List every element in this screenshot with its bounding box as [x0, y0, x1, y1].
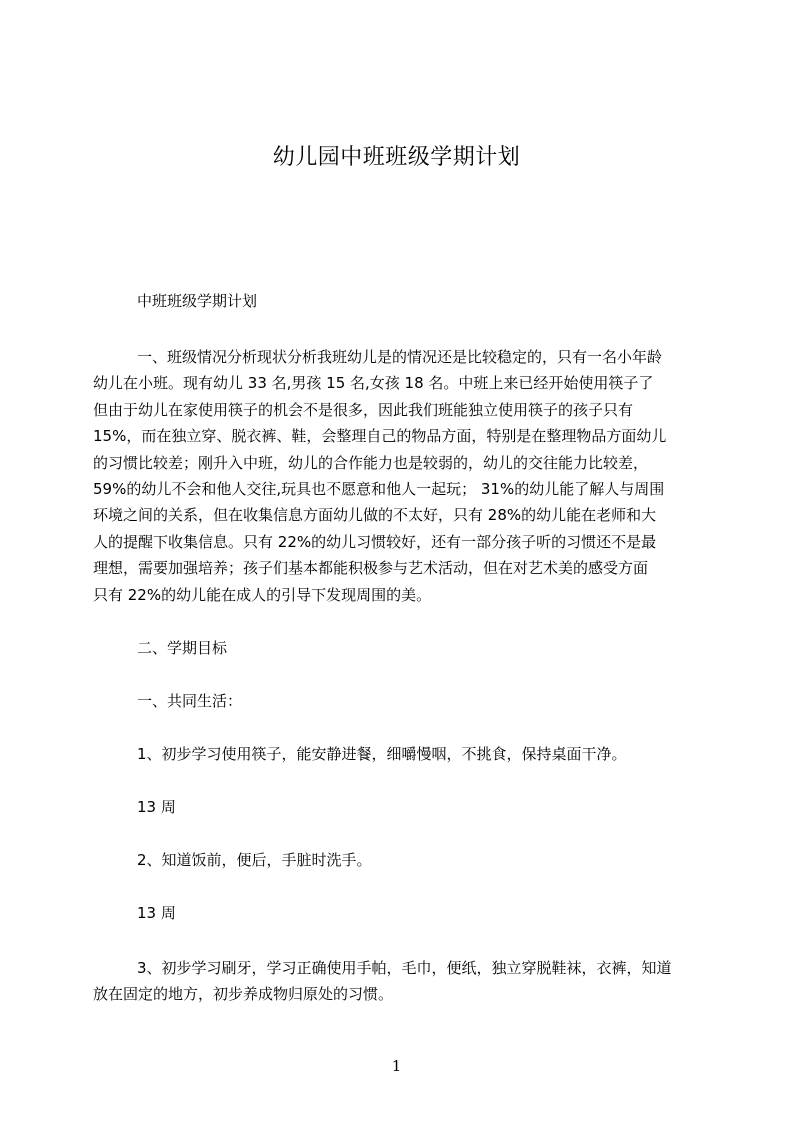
paragraph-line: 环境之间的关系，但在收集信息方面幼儿做的不太好，只有 28%的幼儿能在老师和大	[93, 506, 657, 525]
paragraph-line: 只有 22%的幼儿能在成人的引导下发现周围的美。	[93, 585, 432, 604]
paragraph-line: 一、班级情况分析现状分析我班幼儿是的情况还是比较稳定的，只有一名小年龄	[137, 348, 663, 366]
paragraph-line: 3、初步学习刷牙，学习正确使用手帕，毛巾，便纸，独立穿脱鞋袜，衣裤，知道	[137, 959, 672, 977]
document-subtitle: 中班班级学期计划	[137, 292, 258, 310]
situation-analysis-paragraph	[93, 344, 666, 608]
paragraph-line: 理想，需要加强培养；孩子们基本都能积极参与艺术活动，但在对艺术美的感受方面	[93, 559, 649, 578]
paragraph-line: 的习惯比较差；刚升入中班，幼儿的合作能力也是较弱的，幼儿的交往能力比较差，	[93, 453, 649, 472]
paragraph-line: 但由于幼儿在家使用筷子的机会不是很多，因此我们班能独立使用筷子的孩子只有	[93, 400, 634, 419]
paragraph-line: 15%，而在独立穿、脱衣裤、鞋，会整理自己的物品方面，特别是在整理物品方面幼儿	[93, 427, 667, 446]
subsection-heading-daily-life: 一、共同生活：	[137, 692, 243, 710]
document-title: 幼儿园中班班级学期计划	[272, 145, 521, 170]
paragraph-line: 放在固定的地方，初步养成物归原处的习惯。	[93, 985, 394, 1004]
goal-item-1-duration: 13 周	[137, 798, 176, 816]
paragraph-line: 人的提醒下收集信息。只有 22%的幼儿习惯较好，还有一部分孩子听的习惯还不是最	[93, 532, 657, 551]
goal-item-1: 1、初步学习使用筷子，能安静进餐，细嚼慢咽，不挑食，保持桌面干净。	[137, 745, 627, 763]
paragraph-line: 幼儿在小班。现有幼儿 33 名,男孩 15 名,女孩 18 名。中班上来已经开始使用筷子了	[93, 374, 654, 393]
paragraph-line: 59%的幼儿不会和他人交往,玩具也不愿意和他人一起玩； 31%的幼儿能了解人与周围	[93, 480, 665, 499]
page-number: 1	[391, 1057, 402, 1075]
goal-item-2-duration: 13 周	[137, 904, 176, 922]
section-heading-goals: 二、学期目标	[137, 639, 228, 657]
goal-item-2: 2、知道饭前，便后，手脏时洗手。	[137, 851, 372, 869]
goal-item-3	[93, 955, 672, 1008]
